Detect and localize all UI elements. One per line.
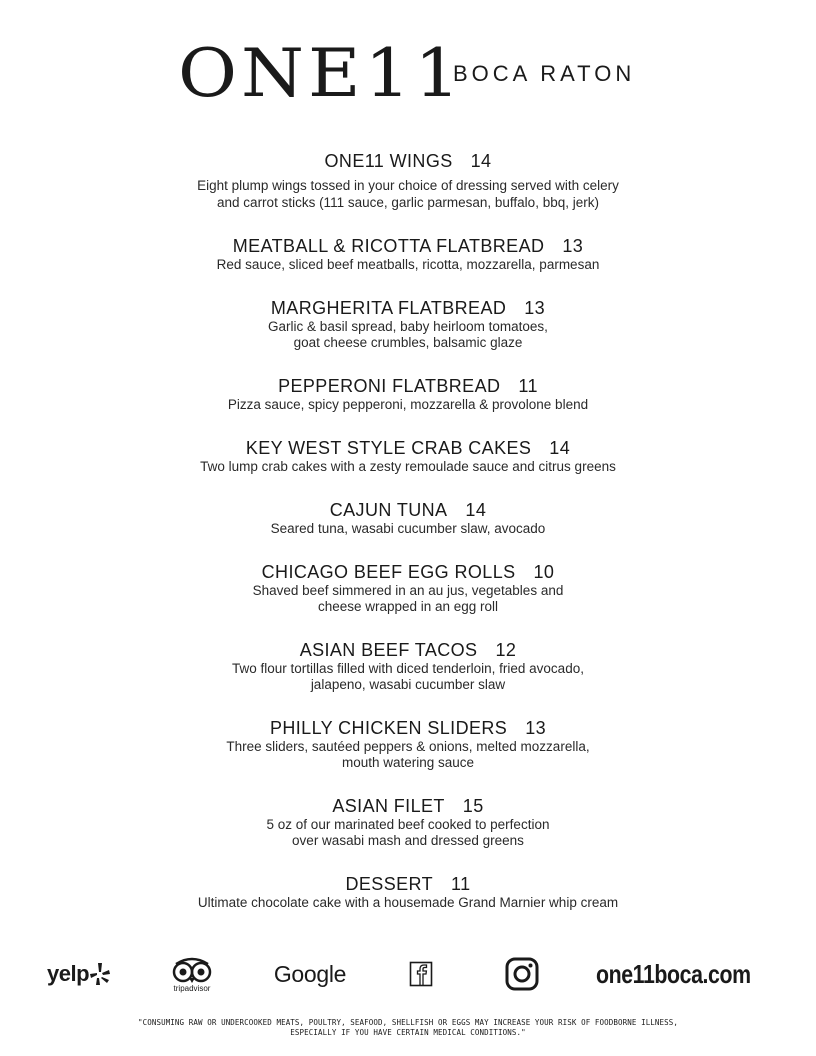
google-logo[interactable] [268, 952, 352, 996]
google-label: Google [273, 960, 347, 987]
menu-item-description: Seared tuna, wasabi cucumber slaw, avocado [270, 521, 546, 536]
menu-item-name: DESSERT [345, 874, 433, 894]
menu-item-description: Two flour tortillas filled with diced tenderloin, fried avocado, [232, 661, 584, 676]
menu-item-price: 13 [525, 718, 547, 738]
menu-item-description: jalapeno, wasabi cucumber slaw [310, 677, 506, 692]
menu-item-price: 15 [462, 796, 484, 816]
menu-item-title [0, 150, 816, 172]
menu-item-title [0, 499, 816, 521]
menu-item-price: 14 [465, 500, 487, 520]
menu-item-description: Garlic & basil spread, baby heirloom tomatoes, [268, 319, 548, 334]
disclaimer-line: "CONSUMING RAW OR UNDERCOOKED MEATS, POULTRY, SEAFOOD, SHELLFISH OR EGGS MAY INCREASE YOUR RISK OF FOODBORNE ILLNESS, [138, 1018, 678, 1027]
menu-item-name: CAJUN TUNA [329, 500, 448, 520]
website-link[interactable] [596, 952, 776, 996]
menu-item-title [0, 717, 816, 739]
menu-item-name: ASIAN FILET [332, 796, 445, 816]
food-safety-disclaimer [0, 1018, 816, 1037]
restaurant-location: BOCA RATON [453, 61, 636, 86]
menu-item-description: Pizza sauce, spicy pepperoni, mozzarella & provolone blend [227, 397, 589, 412]
menu-item-price: 13 [562, 236, 584, 256]
restaurant-logo: ONE11 [178, 34, 465, 112]
tripadvisor-icon[interactable] [166, 952, 218, 996]
menu-item-description: cheese wrapped in an egg roll [317, 599, 499, 614]
menu-item-price: 11 [518, 376, 538, 396]
facebook-icon[interactable] [406, 952, 436, 996]
menu-item-description: Three sliders, sautéed peppers & onions, melted mozzarella, [226, 739, 590, 754]
menu-item-description: over wasabi mash and dressed greens [292, 833, 524, 848]
menu-item-description: Eight plump wings tossed in your choice of dressing served with celery [197, 178, 619, 193]
header [0, 30, 816, 110]
menu-item-price: 12 [495, 640, 517, 660]
menu-item-name: MARGHERITA FLATBREAD [270, 298, 507, 318]
menu-item-title [0, 297, 816, 319]
menu-item-name: CHICAGO BEEF EGG ROLLS [261, 562, 516, 582]
menu-item-name: MEATBALL & RICOTTA FLATBREAD [232, 236, 545, 256]
menu-item-title [0, 795, 816, 817]
menu-item-name: KEY WEST STYLE CRAB CAKES [245, 438, 532, 458]
yelp-burst-icon [89, 961, 111, 987]
menu-item-description: goat cheese crumbles, balsamic glaze [293, 335, 523, 350]
menu-item-name: ASIAN BEEF TACOS [299, 640, 478, 660]
disclaimer-line: ESPECIALLY IF YOU HAVE CERTAIN MEDICAL CONDITIONS." [290, 1027, 526, 1037]
tripadvisor-owl-icon [170, 956, 214, 984]
yelp-icon[interactable] [42, 952, 116, 996]
menu-item-title [0, 639, 816, 661]
menu-item-title [0, 375, 816, 397]
menu-item-price: 13 [524, 298, 546, 318]
website-label: one11boca.com [596, 958, 751, 989]
menu-item-description: 5 oz of our marinated beef cooked to perfection [266, 817, 550, 832]
menu-item-description: Ultimate chocolate cake with a housemade Grand Marnier whip cream [197, 895, 619, 910]
instagram-icon[interactable] [503, 952, 541, 996]
menu-item-name: ONE11 WINGS [324, 151, 453, 171]
social-links [0, 952, 816, 996]
menu-item-description: Red sauce, sliced beef meatballs, ricotta, mozzarella, parmesan [216, 257, 600, 272]
menu-item-price: 10 [533, 562, 555, 582]
menu-item-description: Two lump crab cakes with a zesty remoulade sauce and citrus greens [200, 459, 616, 474]
menu-item-description: Shaved beef simmered in an au jus, vegetables and [252, 583, 564, 598]
menu-item-title [0, 873, 816, 895]
menu-item-price: 14 [470, 151, 492, 171]
menu-item-title [0, 437, 816, 459]
menu-item-title [0, 561, 816, 583]
menu-item-description: mouth watering sauce [341, 755, 475, 770]
menu-item-title [0, 235, 816, 257]
menu-item-price: 11 [451, 874, 471, 894]
tripadvisor-label: tripadvisor [173, 983, 211, 993]
menu-item-name: PHILLY CHICKEN SLIDERS [269, 718, 508, 738]
menu-item-description: and carrot sticks (111 sauce, garlic parmesan, buffalo, bbq, jerk) [217, 195, 599, 210]
menu-item-name: PEPPERONI FLATBREAD [278, 376, 501, 396]
yelp-label: yelp [46, 961, 90, 986]
menu-item-price: 14 [549, 438, 571, 458]
